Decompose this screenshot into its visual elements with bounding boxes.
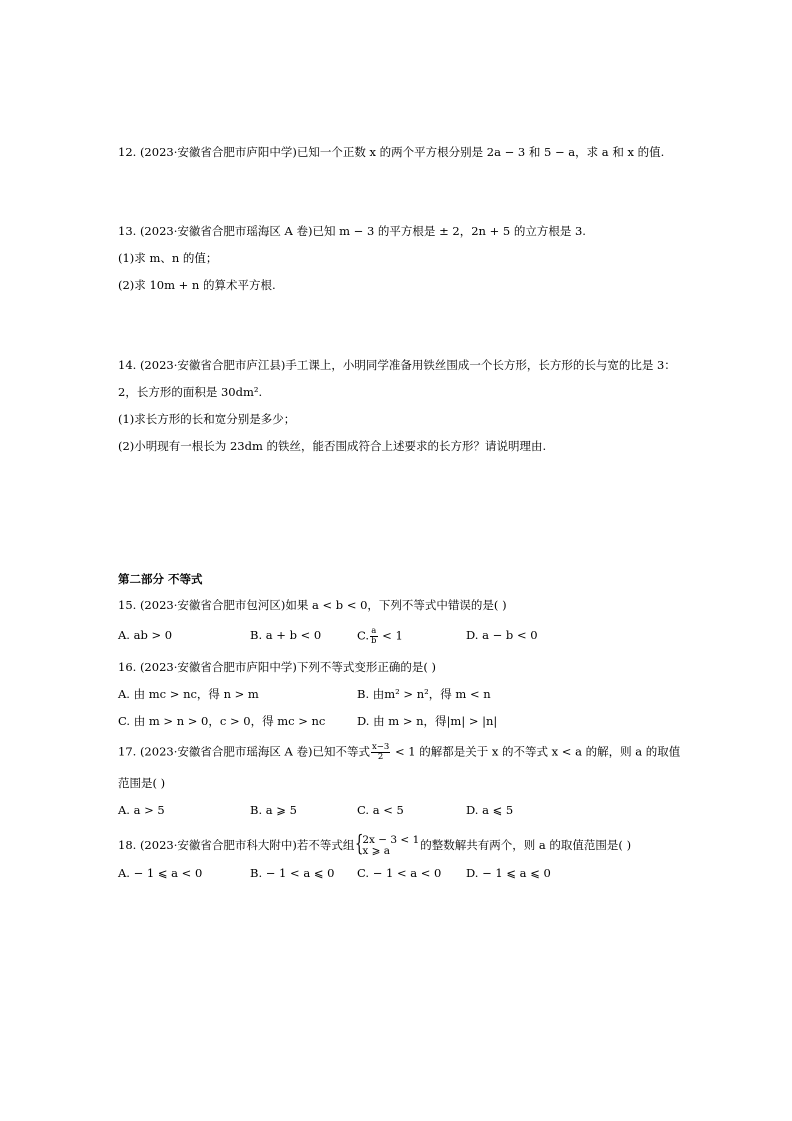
fraction-numerator: x−3 (371, 742, 390, 752)
question-16: 16. (2023·安徽省合肥市庐阳中学)下列不等式变形正确的是( ) (118, 660, 436, 674)
q16-option-d: D. 由 m > n，得|m| > |n| (357, 714, 498, 728)
question-15: 15. (2023·安徽省合肥市包河区)如果 a < b < 0，下列不等式中错误的是( ) (118, 598, 507, 612)
system-row-1: 2x − 3 < 1 (362, 834, 420, 846)
fraction-numerator: a (371, 626, 377, 636)
left-brace-icon: { (355, 832, 364, 857)
question-13-part-2: (2)求 10m + n 的算术平方根. (118, 278, 276, 292)
q18-text-prefix: 18. (2023·安徽省合肥市科大附中)若不等式组 (118, 838, 355, 852)
q18-option-b: B. − 1 < a ⩽ 0 (250, 866, 335, 880)
fraction-denominator: 2 (377, 752, 384, 762)
question-17-line-2: 范围是( ) (118, 776, 166, 790)
q17-text-suffix: < 1 的解都是关于 x 的不等式 x < a 的解，则 a 的取值 (391, 744, 681, 759)
q15-option-c-fraction (370, 627, 377, 646)
q18-inequality-system (355, 832, 420, 857)
question-14-line-2: 2，长方形的面积是 30dm². (118, 385, 263, 399)
q17-option-d: D. a ⩽ 5 (466, 803, 514, 817)
q15-option-c-rest: < 1 (378, 628, 403, 643)
q15-option-d: D. a − b < 0 (466, 628, 538, 642)
q17-option-a: A. a > 5 (118, 803, 165, 817)
system-row-2: x ⩾ a (362, 845, 390, 857)
q18-option-a: A. − 1 ⩽ a < 0 (118, 866, 203, 880)
q16-option-c: C. 由 m > n > 0，c > 0，得 mc > nc (118, 714, 326, 728)
question-14-line-1: 14. (2023·安徽省合肥市庐江县)手工课上，小明同学准备用铁丝围成一个长方形，长方形的长与宽的比是 3： (118, 358, 676, 372)
q17-text-prefix: 17. (2023·安徽省合肥市瑶海区 A 卷)已知不等式 (118, 744, 370, 759)
question-14-part-2: (2)小明现有一根长为 23dm 的铁丝，能否围成符合上述要求的长方形？请说明理由. (118, 439, 547, 453)
q15-option-b: B. a + b < 0 (250, 628, 322, 642)
section-title: 第二部分 不等式 (118, 572, 203, 586)
q15-option-a: A. ab > 0 (118, 628, 173, 642)
q16-option-b: B. 由m² > n²，得 m < n (357, 687, 491, 701)
q17-option-c: C. a < 5 (357, 803, 404, 817)
q17-fraction (371, 743, 390, 762)
q18-option-d: D. − 1 ⩽ a ⩽ 0 (466, 866, 551, 880)
fraction-denominator: b (371, 636, 377, 646)
q18-option-c: C. − 1 < a < 0 (357, 866, 442, 880)
question-18 (118, 832, 632, 857)
q16-option-a: A. 由 mc > nc，得 n > m (118, 687, 259, 701)
question-17-line-1 (118, 743, 680, 762)
question-13-part-1: (1)求 m、n 的值； (118, 251, 218, 265)
question-14-part-1: (1)求长方形的长和宽分别是多少； (118, 412, 296, 426)
q15-option-c-label: C. (357, 628, 370, 643)
q18-text-suffix: 的整数解共有两个，则 a 的取值范围是( ) (420, 838, 632, 852)
q17-option-b: B. a ⩾ 5 (250, 803, 297, 817)
question-12: 12. (2023·安徽省合肥市庐阳中学)已知一个正数 x 的两个平方根分别是 2a − 3 和 5 − a，求 a 和 x 的值. (118, 145, 665, 159)
question-13: 13. (2023·安徽省合肥市瑶海区 A 卷)已知 m − 3 的平方根是 ± 2，2n + 5 的立方根是 3. (118, 224, 586, 238)
q15-option-c (357, 627, 403, 646)
